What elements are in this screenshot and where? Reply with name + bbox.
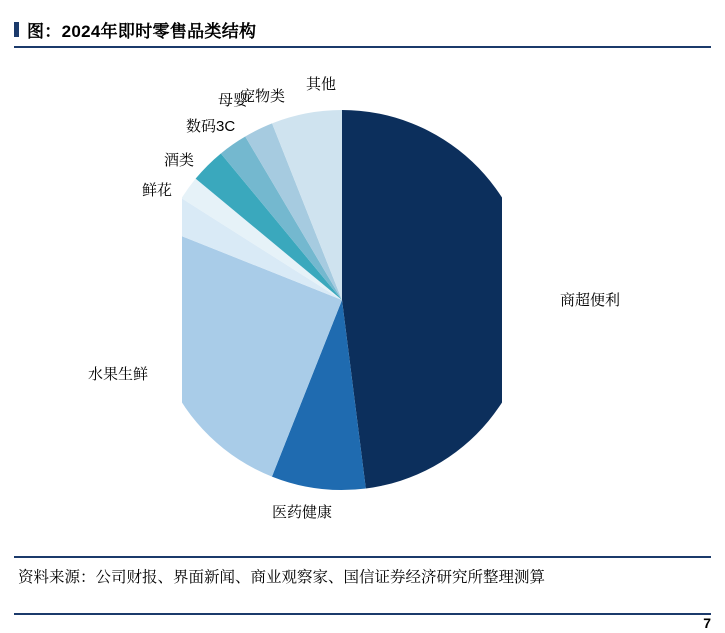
page-title: 图：2024年即时零售品类结构 xyxy=(27,21,257,41)
pie-label-muying: 母婴 xyxy=(218,92,249,109)
pie-slice-shangchaobianli xyxy=(342,110,502,489)
chart-title-bar xyxy=(14,14,711,44)
source-note: 资料来源：公司财报、界面新闻、商业观察家、国信证券经济研究所整理测算 xyxy=(18,569,546,586)
page-number: 7 xyxy=(703,615,711,631)
pie-label-shangchaobianli: 商超便利 xyxy=(560,292,621,309)
pie-label-xianhua: 鲜花 xyxy=(142,182,173,199)
pie-label-yiyaojiankang: 医药健康 xyxy=(272,504,333,521)
footer-divider xyxy=(14,556,711,558)
pie-label-chongwulei: 宠物类 xyxy=(240,88,286,105)
pie-label-shuiguoshengxian: 水果生鲜 xyxy=(88,366,149,383)
title-divider xyxy=(14,46,711,48)
pie-label-shuma3c: 数码3C xyxy=(186,118,236,135)
pie-label-jiulei: 酒类 xyxy=(164,152,195,169)
pie-label-qita: 其他 xyxy=(306,76,337,93)
pie-svg xyxy=(182,100,502,500)
pie-chart xyxy=(14,52,711,552)
bottom-divider xyxy=(14,613,711,615)
pie-canvas xyxy=(182,100,502,500)
title-marker-icon xyxy=(14,22,19,37)
